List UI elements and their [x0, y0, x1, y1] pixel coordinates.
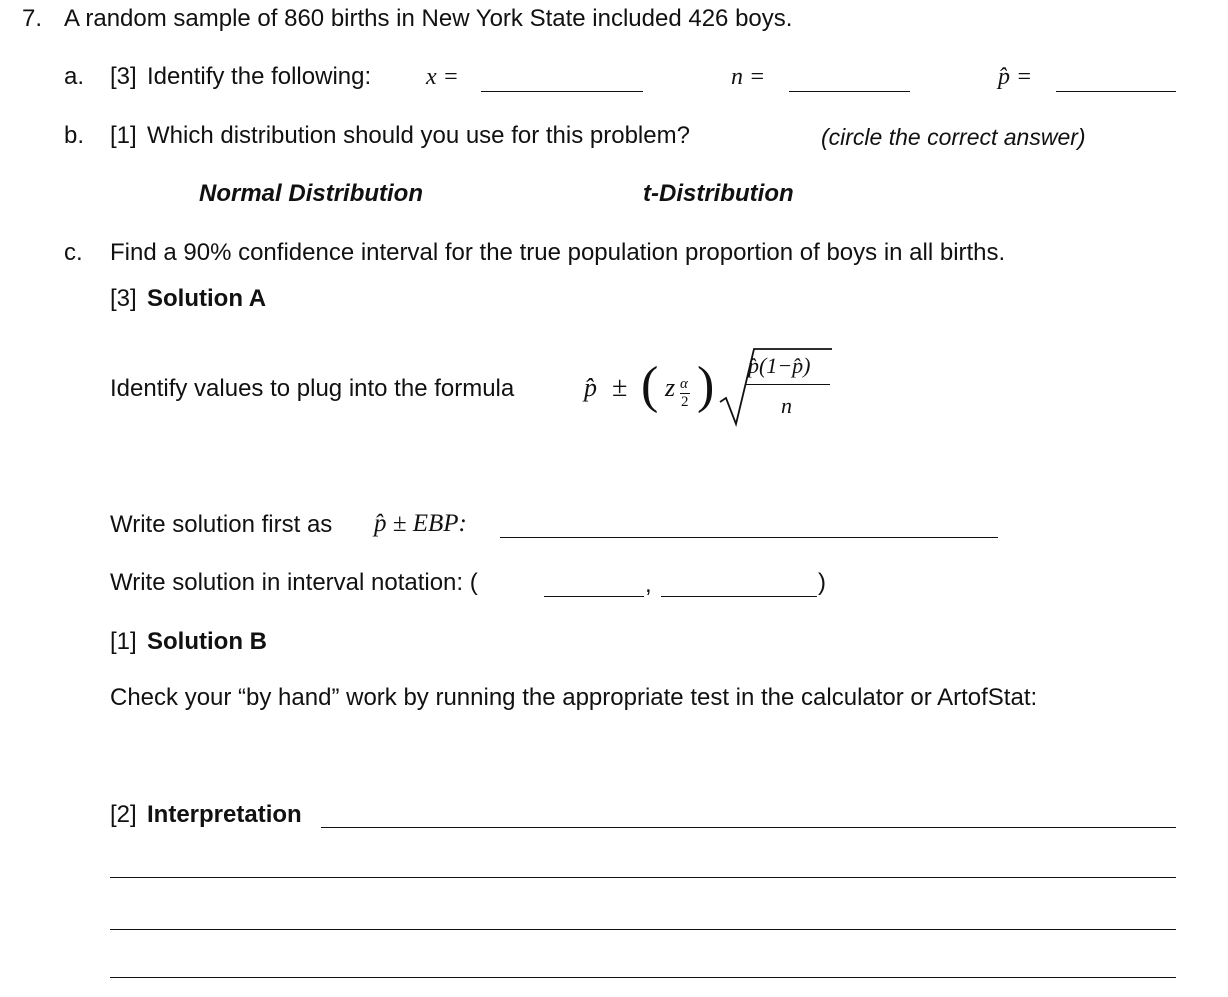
formula-plus-minus: ±: [612, 372, 628, 403]
phat-answer-blank[interactable]: [1056, 91, 1176, 92]
formula-prompt: Identify values to plug into the formula: [110, 375, 515, 402]
solution-a-points: [3]: [110, 285, 137, 312]
solution-b-points: [1]: [110, 628, 137, 655]
ebp-answer-blank[interactable]: [500, 537, 998, 538]
part-a-points: [3]: [110, 63, 137, 90]
option-t-distribution[interactable]: t-Distribution: [643, 180, 794, 207]
formula-fraction-bar: [746, 384, 830, 385]
interval-upper-blank[interactable]: [661, 596, 817, 597]
right-paren-icon: ): [697, 357, 715, 414]
option-normal-distribution[interactable]: Normal Distribution: [199, 180, 424, 207]
part-b-letter: b.: [64, 122, 85, 149]
left-paren-icon: (: [641, 357, 659, 414]
n-answer-blank[interactable]: [789, 91, 910, 92]
x-answer-blank[interactable]: [481, 91, 643, 92]
interval-comma: ,: [645, 571, 652, 598]
phat-label: p̂ =: [998, 64, 1033, 90]
part-b-text: Which distribution should you use for this problem?: [147, 122, 690, 149]
interpretation-points: [2]: [110, 801, 137, 828]
interval-prompt: Write solution in interval notation: (: [110, 569, 478, 596]
formula-z: z: [665, 373, 676, 402]
part-a-text: Identify the following:: [147, 63, 372, 90]
solution-b-label: Solution B: [147, 628, 267, 655]
interpretation-line-1[interactable]: [321, 827, 1176, 828]
formula-numerator: p̂(1−p̂): [748, 353, 811, 378]
circle-instruction: (circle the correct answer): [821, 124, 1086, 150]
x-label: x =: [426, 64, 459, 90]
formula-alpha: α: [680, 376, 688, 392]
interval-close-paren: ): [818, 569, 826, 596]
part-a-letter: a.: [64, 63, 85, 90]
part-c-letter: c.: [64, 239, 83, 266]
part-c-text: Find a 90% confidence interval for the true population proportion of boys in all births.: [110, 239, 1006, 266]
solution-a-label: Solution A: [147, 285, 267, 312]
formula-two: 2: [681, 394, 689, 410]
ebp-prompt: Write solution first as: [110, 511, 333, 538]
check-instructions: Check your “by hand” work by running the appropriate test in the calculator or ArtofStat:: [110, 684, 1038, 711]
formula-phat: p̂: [584, 373, 597, 402]
interpretation-line-3[interactable]: [110, 929, 1176, 930]
interpretation-label: Interpretation: [147, 801, 302, 828]
ebp-math: p̂ ± EBP:: [374, 510, 467, 537]
question-text: A random sample of 860 births in New York State included 426 boys.: [64, 5, 793, 32]
interval-lower-blank[interactable]: [544, 596, 644, 597]
part-b-points: [1]: [110, 122, 137, 149]
interpretation-line-2[interactable]: [110, 877, 1176, 878]
question-number: 7.: [22, 5, 43, 32]
formula-denominator: n: [781, 393, 792, 418]
interpretation-line-4[interactable]: [110, 977, 1176, 978]
n-label: n =: [731, 64, 766, 90]
